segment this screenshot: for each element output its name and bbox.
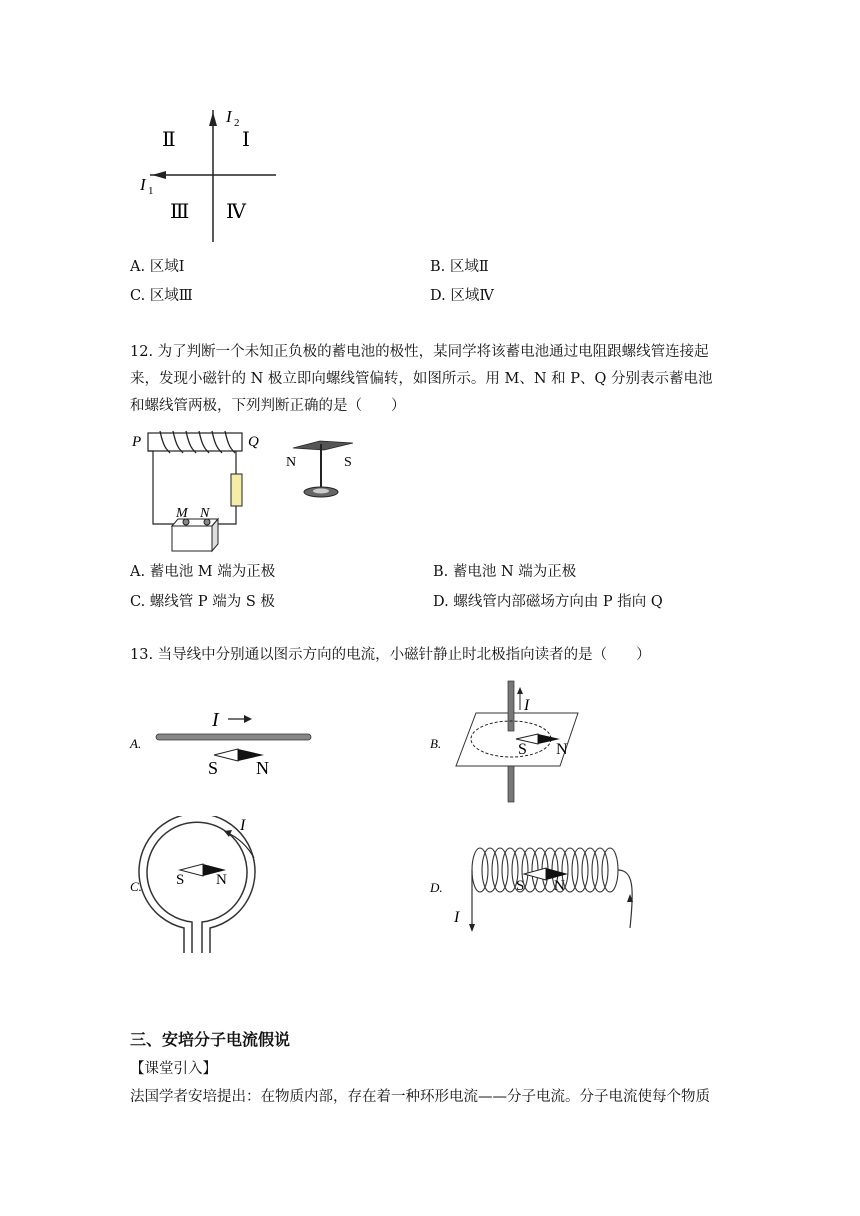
i2-label: I [226, 107, 232, 126]
m-label: M [176, 506, 188, 521]
region-4: Ⅳ [226, 201, 246, 223]
i2-sub: 2 [234, 117, 240, 129]
section-body: 法国学者安培提出：在物质内部，存在着一种环形电流——分子电流。分子电流使每个物质 [130, 1089, 710, 1105]
q13-figure-b [428, 676, 588, 806]
q13-figure-d [428, 840, 648, 940]
needle-n-label: N [286, 455, 297, 470]
region-3: Ⅲ [170, 201, 190, 223]
svg-text:I: I [524, 697, 530, 714]
svg-text:N: N [256, 758, 269, 778]
svg-text:I: I [240, 817, 246, 834]
svg-text:A.: A. [130, 736, 142, 751]
q13-figure-c [128, 816, 288, 956]
n-terminal-label: N [200, 506, 210, 521]
svg-text:I: I [454, 909, 460, 926]
svg-text:N: N [554, 878, 565, 894]
svg-text:S: S [208, 758, 219, 778]
q11-option-c: C. 区域Ⅲ [130, 288, 193, 304]
svg-text:B.: B. [430, 736, 442, 751]
region-1: Ⅰ [242, 129, 250, 151]
section-title: 三、安培分子电流假说 [130, 1030, 291, 1049]
svg-text:S: S [518, 741, 527, 758]
q11-option-b: B. 区域Ⅱ [430, 259, 489, 275]
q12-figure [128, 428, 368, 556]
section-intro: 【课堂引入】 [130, 1061, 217, 1077]
q12-number: 12. [130, 344, 154, 360]
q12-option-a: A. 蓄电池 M 端为正极 [130, 564, 276, 580]
svg-text:N: N [556, 741, 568, 758]
q13-figure-a [128, 706, 328, 781]
q11-option-a: A. 区域Ⅰ [130, 259, 185, 275]
q-label: Q [248, 434, 259, 450]
svg-text:N: N [216, 872, 227, 888]
i1-label: I [140, 175, 146, 194]
q11-option-d: D. 区域Ⅳ [430, 288, 494, 304]
svg-text:C.: C. [130, 879, 142, 894]
svg-text:S: S [176, 872, 185, 888]
needle-s-label: S [344, 455, 352, 470]
svg-text:D.: D. [430, 880, 443, 895]
q11-figure [130, 100, 290, 245]
q12-text: 12. 为了判断一个未知正负极的蓄电池的极性，某同学将该蓄电池通过电阻跟螺线管连接起 来，发现小磁针的 N 极立即向螺线管偏转，如图所示。用 M、N 和 P、Q 分别表示蓄电池 和螺线管两极，下列判断正确的是（ ） [130, 344, 713, 414]
q12-option-b: B. 蓄电池 N 端为正极 [433, 564, 577, 580]
q12-option-d: D. 螺线管内部磁场方向由 P 指向 Q [433, 594, 663, 610]
region-2: Ⅱ [162, 129, 176, 151]
q13-text: 13. 当导线中分别通以图示方向的电流，小磁针静止时北极指向读者的是（ ） [130, 647, 651, 663]
p-label: P [132, 434, 142, 450]
q12-option-c: C. 螺线管 P 端为 S 极 [130, 594, 275, 610]
svg-text:I: I [212, 709, 219, 731]
i1-sub: 1 [148, 185, 154, 197]
svg-text:S: S [516, 878, 525, 894]
